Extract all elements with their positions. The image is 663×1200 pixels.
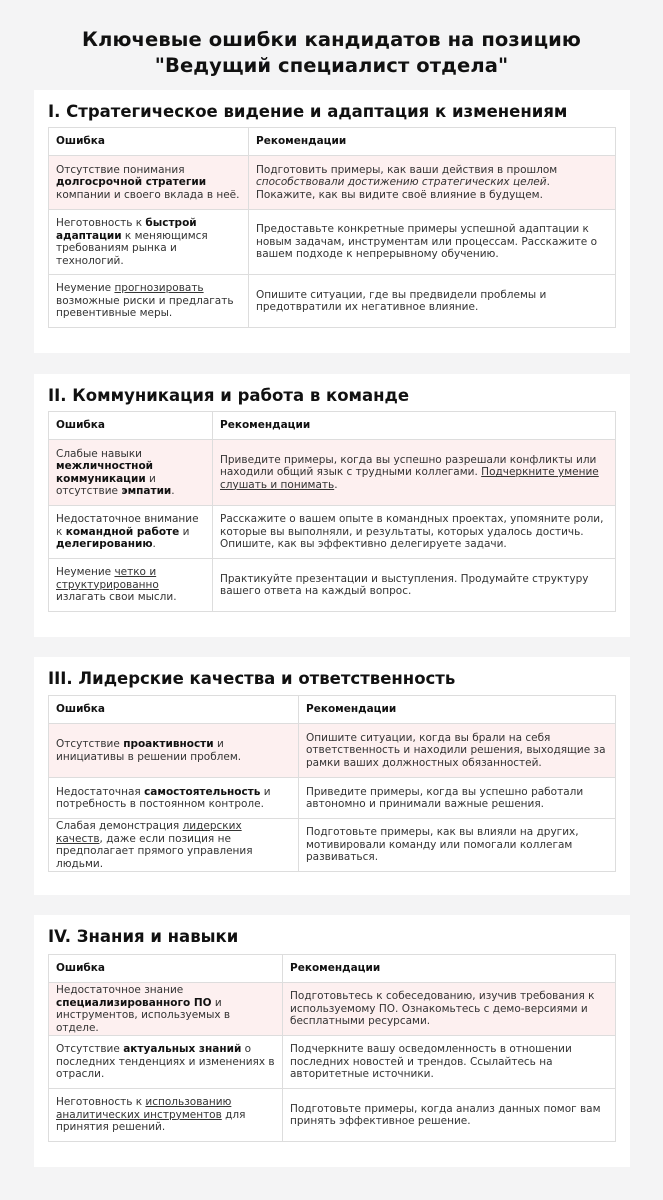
- section-card-knowledge: [34, 915, 630, 1167]
- recommendation-cell: Подготовьте примеры, как вы влияли на других, мотивировали команду или помогали коллегам развиваться.: [299, 819, 616, 872]
- underlined-text: прогнозировать: [114, 282, 204, 295]
- table-header-row: [49, 955, 616, 983]
- mistake-cell: Отсутствие понимания долгосрочной стратегии компании и своего вклада в неё.: [49, 156, 249, 210]
- header-recommendation: Рекомендации: [213, 412, 616, 440]
- mistake-cell: Отсутствие проактивности и инициативы в решении проблем.: [49, 724, 299, 778]
- recommendation-cell: Предоставьте конкретные примеры успешной адаптации к новым задачам, инструментам или процессам. Расскажите о вашем подходе к непрерывному обучению.: [249, 210, 616, 275]
- mistakes-table: [48, 954, 616, 1142]
- mistake-cell: Слабые навыки межличностной коммуникации и отсутствие эмпатии.: [49, 440, 213, 506]
- header-mistake: Ошибка: [49, 412, 213, 440]
- underlined-text: четко и структурированно: [56, 566, 159, 591]
- section-title: IV. Знания и навыки: [48, 927, 239, 946]
- bold-text: актуальных знаний: [123, 1043, 242, 1056]
- table-row: [49, 156, 616, 210]
- page-title: [0, 0, 663, 79]
- bold-text: быстрой адаптации: [56, 217, 197, 242]
- underlined-text: Подчеркните умение слушать и понимать: [220, 466, 599, 491]
- section-title: I. Стратегическое видение и адаптация к изменениям: [48, 102, 568, 121]
- page-title-line-1: Ключевые ошибки кандидатов на позицию: [82, 28, 581, 51]
- bold-text: делегированию: [56, 538, 153, 551]
- bold-text: командной работе: [65, 525, 180, 538]
- mistake-cell: Недостаточное знание специализированного ПО и инструментов, используемых в отделе.: [49, 983, 283, 1036]
- recommendation-cell: Приведите примеры, когда вы успешно работали автономно и принимали важные решения.: [299, 778, 616, 819]
- mistake-cell: Недостаточная самостоятельность и потребность в постоянном контроле.: [49, 778, 299, 819]
- header-recommendation: Рекомендации: [283, 955, 616, 983]
- table-row: [49, 724, 616, 778]
- mistakes-table: [48, 411, 616, 612]
- bold-text: эмпатии: [121, 485, 172, 497]
- recommendation-cell: Опишите ситуации, где вы предвидели проблемы и предотвратили их негативное влияние.: [249, 275, 616, 328]
- section-title: III. Лидерские качества и ответственность: [48, 669, 456, 688]
- recommendation-cell: Подготовьте примеры, когда анализ данных помог вам принять эффективное решение.: [283, 1089, 616, 1142]
- recommendation-cell: Подготовьтесь к собеседованию, изучив требования к используемому ПО. Ознакомьтесь с демо-версиями и бесплатными ресурсами.: [283, 983, 616, 1036]
- mistake-cell: Неготовность к использованию аналитических инструментов для принятия решений.: [49, 1089, 283, 1142]
- table-row: [49, 1089, 616, 1142]
- section-card-leadership: [34, 657, 630, 895]
- italic-text: способствовали достижению стратегических целей: [256, 176, 547, 189]
- table-row: [49, 275, 616, 328]
- table-row: [49, 506, 616, 559]
- underlined-text: использованию аналитических инструментов: [56, 1096, 232, 1121]
- recommendation-cell: Практикуйте презентации и выступления. Продумайте структуру вашего ответа на каждый вопрос.: [213, 559, 616, 612]
- header-recommendation: Рекомендации: [249, 128, 616, 156]
- table-row: [49, 778, 616, 819]
- header-mistake: Ошибка: [49, 128, 249, 156]
- mistakes-table: [48, 127, 616, 328]
- mistake-cell: Слабая демонстрация лидерских качеств, даже если позиция не предполагает прямого управления людьми.: [49, 819, 299, 872]
- recommendation-cell: Подготовить примеры, как ваши действия в прошлом способствовали достижению стратегических целей. Покажите, как вы видите своё влияние в будущем.: [249, 156, 616, 210]
- page-title-line-2: "Ведущий специалист отдела": [154, 54, 509, 77]
- mistake-cell: Отсутствие актуальных знаний о последних тенденциях и изменениях в отрасли.: [49, 1036, 283, 1089]
- section-title: II. Коммуникация и работа в команде: [48, 386, 410, 405]
- mistake-cell: Неумение прогнозировать возможные риски и предлагать превентивные меры.: [49, 275, 249, 328]
- mistake-cell: Недостаточное внимание к командной работе и делегированию.: [49, 506, 213, 559]
- header-mistake: Ошибка: [49, 696, 299, 724]
- table-row: [49, 210, 616, 275]
- header-recommendation: Рекомендации: [299, 696, 616, 724]
- header-mistake: Ошибка: [49, 955, 283, 983]
- table-row: [49, 1036, 616, 1089]
- table-header-row: [49, 412, 616, 440]
- bold-text: межличностной коммуникации: [56, 460, 154, 485]
- table-header-row: [49, 696, 616, 724]
- bold-text: самостоятельность: [144, 785, 261, 798]
- recommendation-cell: Приведите примеры, когда вы успешно разрешали конфликты или находили общий язык с трудными коллегами. Подчеркните умение слушать и понимать.: [213, 440, 616, 506]
- recommendation-cell: Подчеркните вашу осведомленность в отношении последних новостей и трендов. Ссылайтесь на авторитетные источники.: [283, 1036, 616, 1089]
- recommendation-cell: Опишите ситуации, когда вы брали на себя ответственность и находили решения, выходящие за рамки ваших должностных обязанностей.: [299, 724, 616, 778]
- recommendation-cell: Расскажите о вашем опыте в командных проектах, упомяните роли, которые вы выполняли, и результаты, которых удалось достичь. Опишите, как вы эффективно делегируете задачи.: [213, 506, 616, 559]
- table-row: [49, 559, 616, 612]
- mistake-cell: Неготовность к быстрой адаптации к меняющимся требованиям рынка и технологий.: [49, 210, 249, 275]
- bold-text: долгосрочной стратегии: [56, 176, 207, 189]
- bold-text: специализированного ПО: [56, 996, 212, 1009]
- section-card-communication: [34, 374, 630, 637]
- bold-text: проактивности: [123, 738, 214, 750]
- mistake-cell: Неумение четко и структурированно излагать свои мысли.: [49, 559, 213, 612]
- section-card-strategy: [34, 90, 630, 353]
- table-row: [49, 440, 616, 506]
- underlined-text: лидерских качеств: [56, 820, 242, 845]
- table-row: [49, 819, 616, 872]
- table-row: [49, 983, 616, 1036]
- mistakes-table: [48, 695, 616, 872]
- table-header-row: [49, 128, 616, 156]
